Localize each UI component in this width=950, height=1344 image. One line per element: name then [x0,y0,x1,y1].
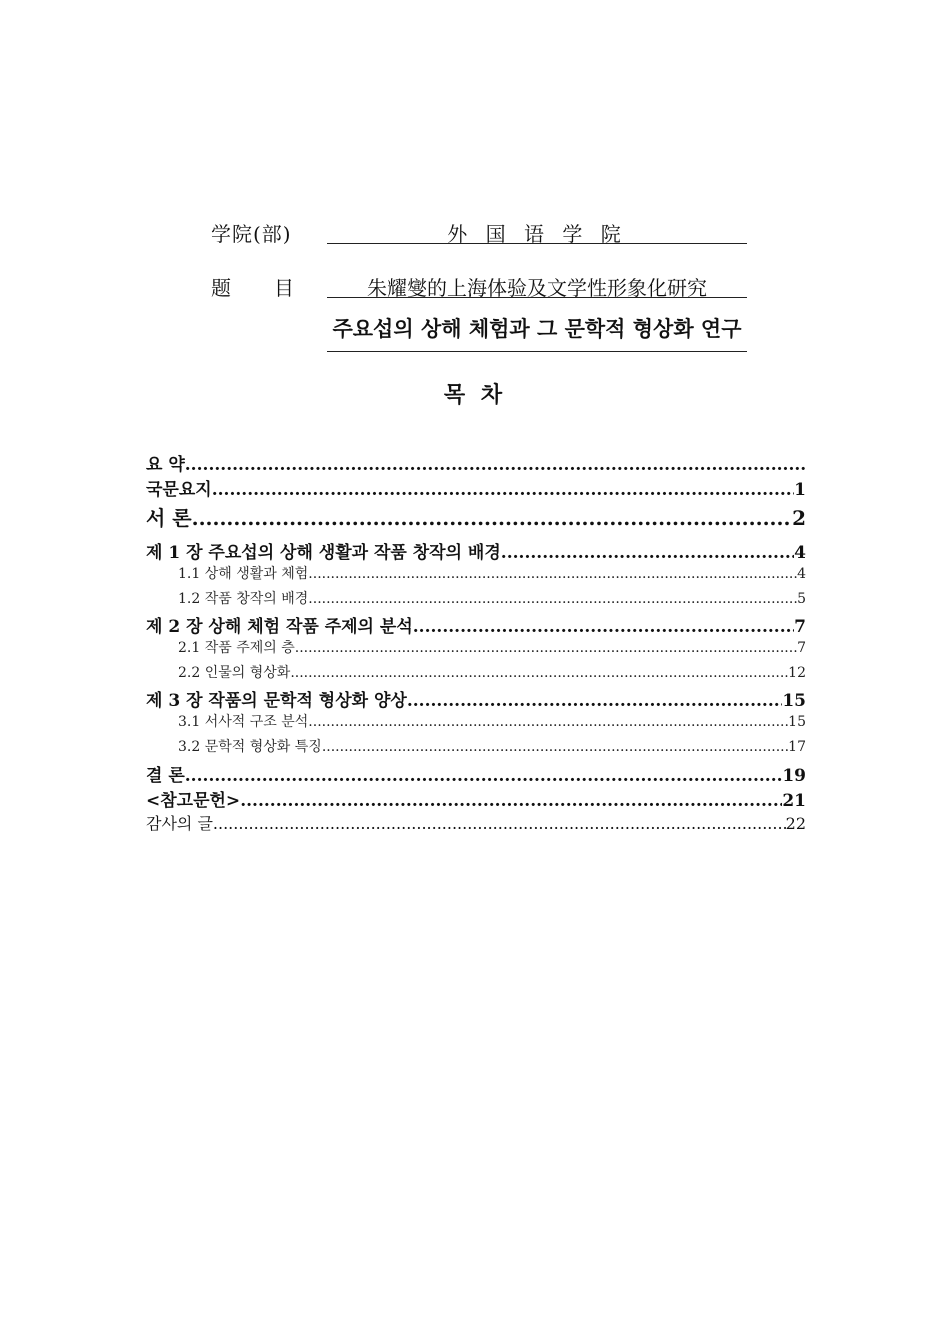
topic-value-korean: 주요섭의 상해 체험과 그 문학적 형상화 연구 [327,313,747,352]
toc-entry-label: 1.1 상해 생활과 체험 [178,566,309,582]
toc-entry-page: 7 [794,617,806,638]
college-label: 学院(部) [211,222,292,246]
toc-leader-dots [308,566,797,582]
toc-entry-page: 12 [788,664,806,681]
toc-entry-page: 2 [792,506,806,530]
toc-leader-dots [308,714,788,730]
toc-entry-chapter-3[interactable] [146,686,806,711]
toc-leader-dots [213,814,786,833]
toc-entry-page: 15 [788,714,806,731]
toc-entry-page: 15 [782,691,806,712]
toc-leader-dots [295,640,797,656]
toc-entry-label: 2.1 작품 주제의 층 [178,640,295,657]
toc-entry-page: 4 [797,566,806,582]
toc-entry-label: 제 2 장 상해 체험 작품 주제의 분석 [146,617,413,638]
toc-entry-section-2-2[interactable] [146,662,806,687]
toc-entry-page: 21 [782,790,806,811]
college-value: 外 国 语 学 院 [327,218,747,244]
toc-entry-page: 4 [794,543,806,563]
toc-entry-label: 요 약 [146,455,185,475]
toc-entry-section-3-2[interactable] [146,736,806,761]
toc-leader-dots [290,665,788,681]
toc-entry-label: 2.2 인물의 형상화 [178,664,291,681]
toc-entry-label: 1.2 작품 창작의 배경 [178,590,309,607]
toc-entry-label: 결 론 [146,765,185,786]
toc-entry-label: 감사의 글 [146,813,213,833]
toc-entry-chapter-2[interactable] [146,612,806,637]
toc-leader-dots [413,617,794,637]
toc-entry-page: 19 [782,765,806,786]
toc-leader-dots [185,766,783,786]
toc-entry-page: 1 [794,480,806,500]
toc-entry-label: 3.1 서사적 구조 분석 [178,714,309,731]
toc-entry-label: 제 1 장 주요섭의 상해 생활과 작품 창작의 배경 [146,543,501,563]
toc-entry-section-1-1[interactable] [146,563,806,588]
toc-entry-page: 22 [785,813,806,833]
toc-entry-page: 5 [797,590,806,607]
toc-leader-dots [212,480,794,500]
toc-entry-section-2-1[interactable] [146,637,806,662]
toc-entry-summary[interactable] [146,450,806,475]
table-of-contents [146,450,806,836]
toc-entry-label: 제 3 장 작품의 문학적 형상화 양상 [146,691,407,712]
toc-leader-dots [240,791,782,811]
toc-entry-page: 17 [788,738,806,755]
toc-entry-label: 3.2 문학적 형상화 특징 [178,738,322,755]
toc-entry-page: 7 [797,640,806,657]
toc-leader-dots [322,739,788,755]
toc-entry-conclusion[interactable] [146,761,806,786]
toc-entry-label: <참고문헌> [146,790,241,811]
toc-entry-section-1-2[interactable] [146,588,806,613]
toc-leader-dots [407,691,783,711]
toc-entry-references[interactable] [146,786,806,811]
toc-entry-section-3-1[interactable] [146,711,806,736]
toc-entry-label: 국문요지 [146,480,212,500]
toc-leader-dots [192,506,792,530]
toc-title: 목 차 [443,382,507,408]
toc-entry-abstract[interactable] [146,475,806,500]
toc-leader-dots [185,455,806,475]
toc-entry-chapter-1[interactable] [146,538,806,563]
toc-entry-introduction[interactable] [146,500,806,538]
toc-entry-acknowledgements[interactable] [146,811,806,836]
toc-leader-dots [501,543,794,563]
topic-label: 题 目 [211,276,295,300]
topic-value: 朱耀燮的上海体验及文学性形象化研究 [327,272,747,298]
toc-leader-dots [308,591,797,607]
toc-entry-label: 서 론 [146,506,192,530]
